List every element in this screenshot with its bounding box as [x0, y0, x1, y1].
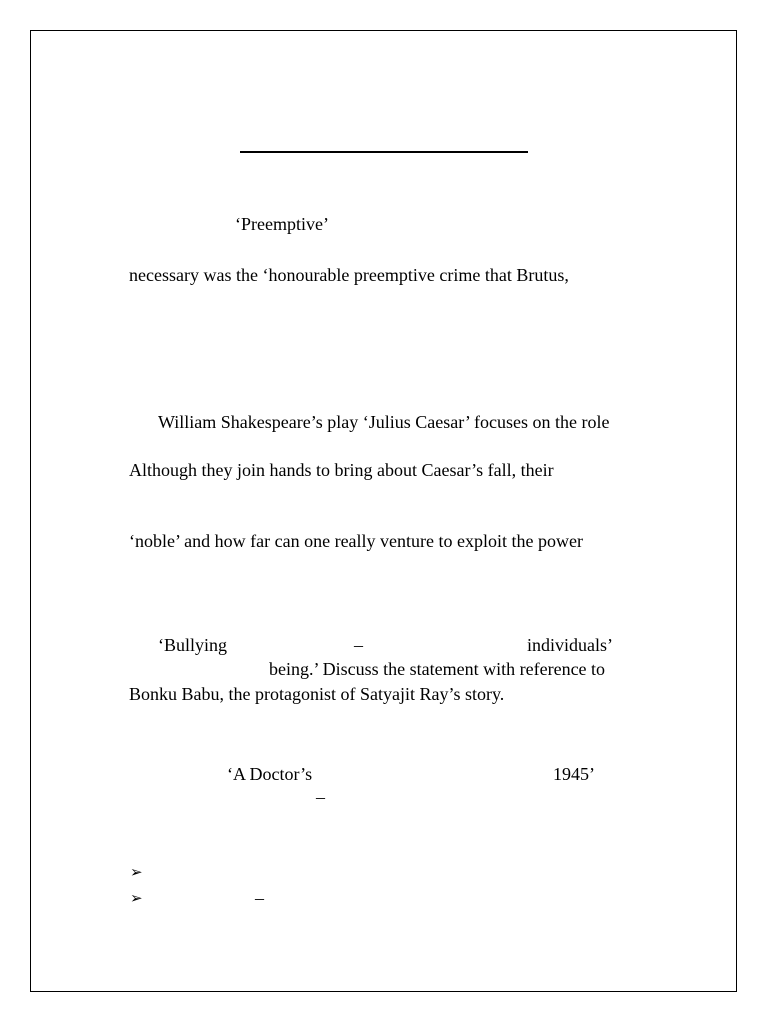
paragraph-line: Although they join hands to bring about Caesar’s fall, their [129, 460, 554, 480]
document-page [30, 30, 737, 992]
title-underline [240, 151, 528, 153]
paragraph-line: being.’ Discuss the statement with reference to [269, 659, 606, 679]
individuals-word: individuals’ [527, 635, 613, 655]
dash-mark: – [316, 787, 325, 807]
paragraph-line: ‘noble’ and how far can one really venture to exploit the power [129, 531, 583, 551]
bullet-arrow-icon: ➢ [130, 889, 143, 907]
paragraph-line: William Shakespeare’s play ‘Julius Caesar’ focuses on the role [158, 412, 610, 432]
paragraph-line: Bonku Babu, the protagonist of Satyajit Ray’s story. [129, 684, 505, 704]
dash-mark: – [354, 635, 363, 655]
bullet-arrow-icon: ➢ [130, 863, 143, 881]
paragraph-line: necessary was the ‘honourable preemptive crime that Brutus, [129, 265, 569, 285]
doctor-word: ‘A Doctor’s [227, 764, 313, 784]
preemptive-word: ‘Preemptive’ [235, 214, 329, 234]
bullying-word: ‘Bullying [158, 635, 228, 655]
year-word: 1945’ [553, 764, 595, 784]
dash-mark: – [255, 888, 264, 908]
